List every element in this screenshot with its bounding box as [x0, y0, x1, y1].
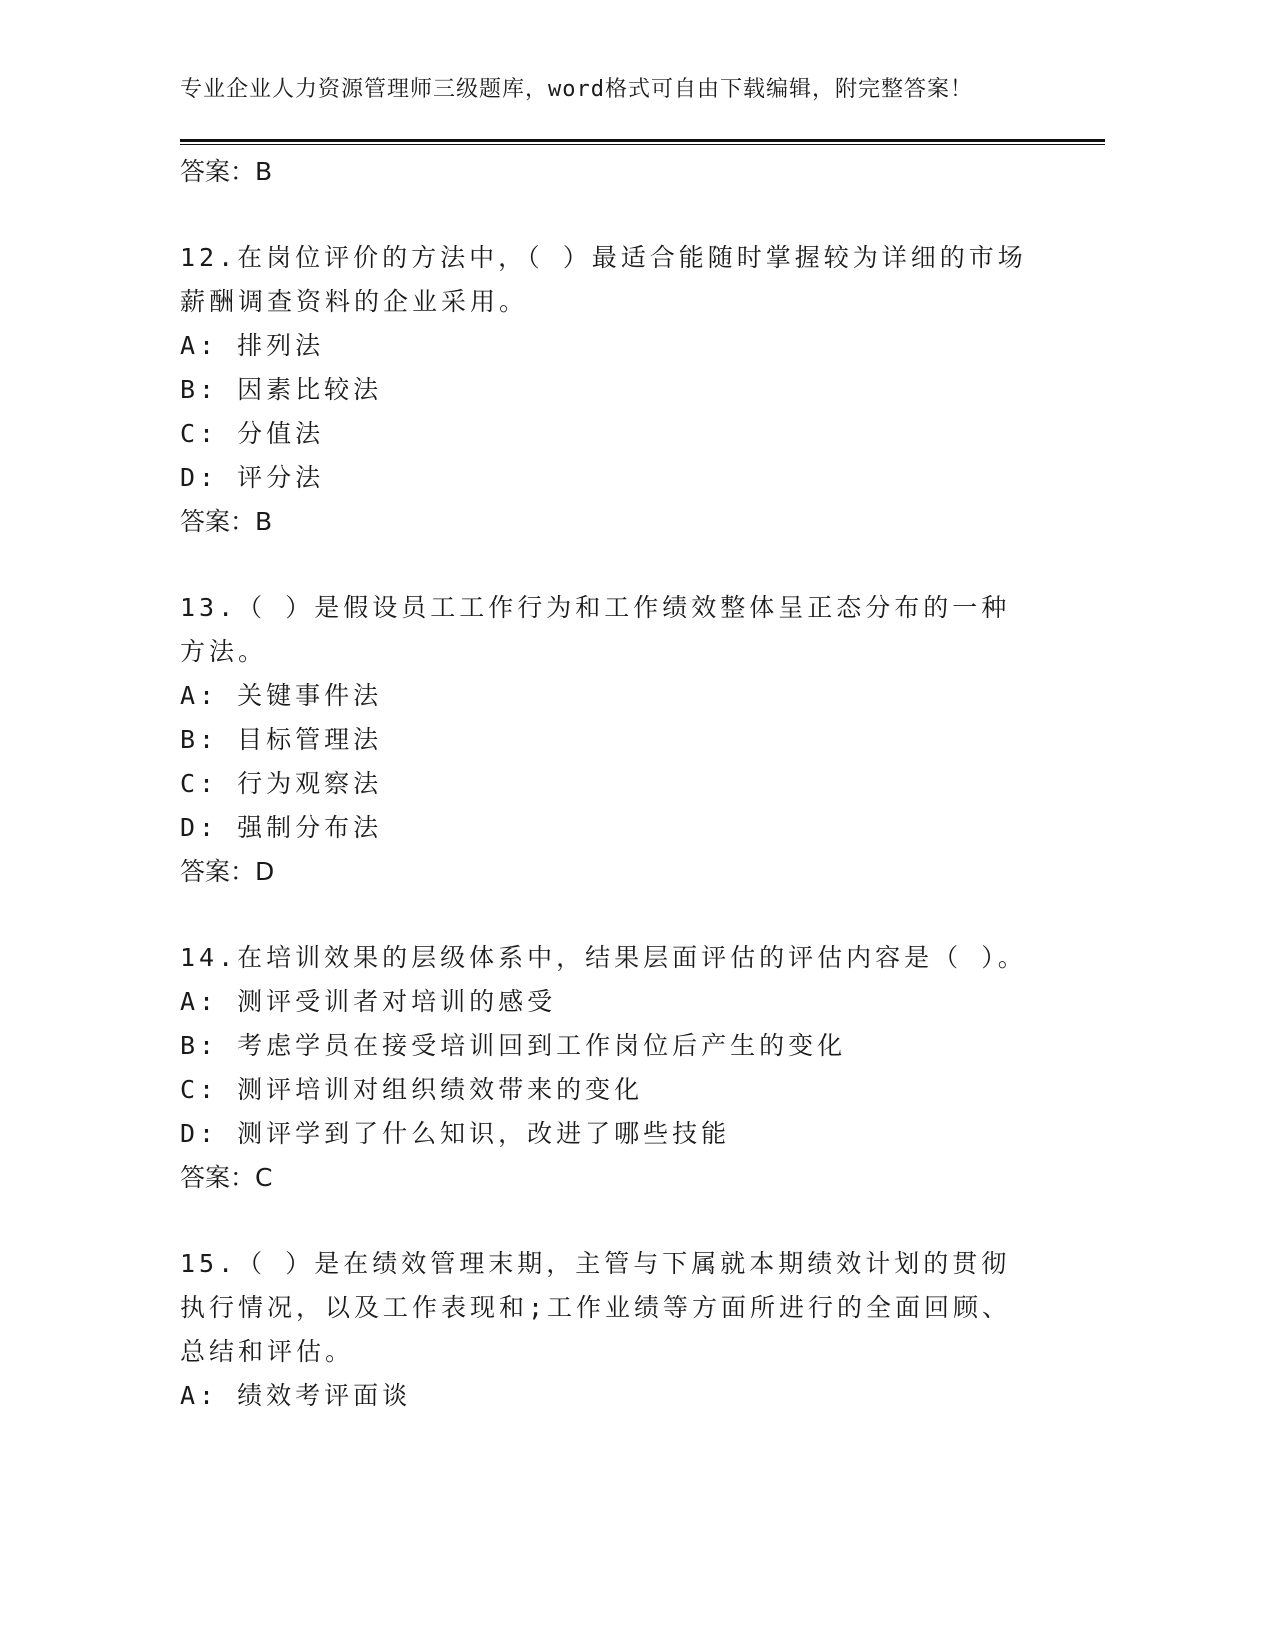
question-block-13	[180, 586, 1030, 894]
answer-line: 答案：D	[180, 857, 275, 886]
question-block-14	[180, 936, 1030, 1200]
option-b: B: 考虑学员在接受培训回到工作岗位后产生的变化	[180, 1031, 847, 1060]
option-a: A: 排列法	[180, 331, 325, 360]
question-text: 12.在岗位评价的方法中，（ ）最适合能随时掌握较为详细的市场薪酬调查资料的企业采用。	[180, 243, 1027, 316]
option-d: D: 强制分布法	[180, 813, 383, 842]
option-c: C: 行为观察法	[180, 769, 383, 798]
question-list	[180, 150, 1030, 1418]
answer-line: 答案：B	[180, 507, 273, 536]
option-b: B: 目标管理法	[180, 725, 383, 754]
question-text: 13.（ ）是假设员工工作行为和工作绩效整体呈正态分布的一种方法。	[180, 593, 1011, 666]
answer-line: 答案：C	[180, 1163, 273, 1192]
header-rule-thick	[180, 139, 1105, 142]
option-d: D: 测评学到了什么知识，改进了哪些技能	[180, 1119, 731, 1148]
option-c: C: 测评培训对组织绩效带来的变化	[180, 1075, 644, 1104]
previous-answer: 答案：B	[180, 157, 273, 186]
option-d: D: 评分法	[180, 463, 325, 492]
question-block-12	[180, 236, 1030, 544]
option-a: A: 关键事件法	[180, 681, 383, 710]
header-rule-thin	[180, 144, 1105, 145]
question-text: 15.（ ）是在绩效管理末期，主管与下属就本期绩效计划的贯彻执行情况，以及工作表现和;工作业绩等方面所进行的全面回顾、总结和评估。	[180, 1249, 1012, 1366]
question-text: 14.在培训效果的层级体系中，结果层面评估的评估内容是（ ）。	[180, 943, 1027, 972]
option-a: A: 绩效考评面谈	[180, 1381, 412, 1410]
option-b: B: 因素比较法	[180, 375, 383, 404]
option-c: C: 分值法	[180, 419, 325, 448]
option-a: A: 测评受训者对培训的感受	[180, 987, 557, 1016]
question-block-15	[180, 1242, 1030, 1418]
page-header: 专业企业人力资源管理师三级题库，word格式可自由下载编辑，附完整答案！	[180, 77, 973, 102]
